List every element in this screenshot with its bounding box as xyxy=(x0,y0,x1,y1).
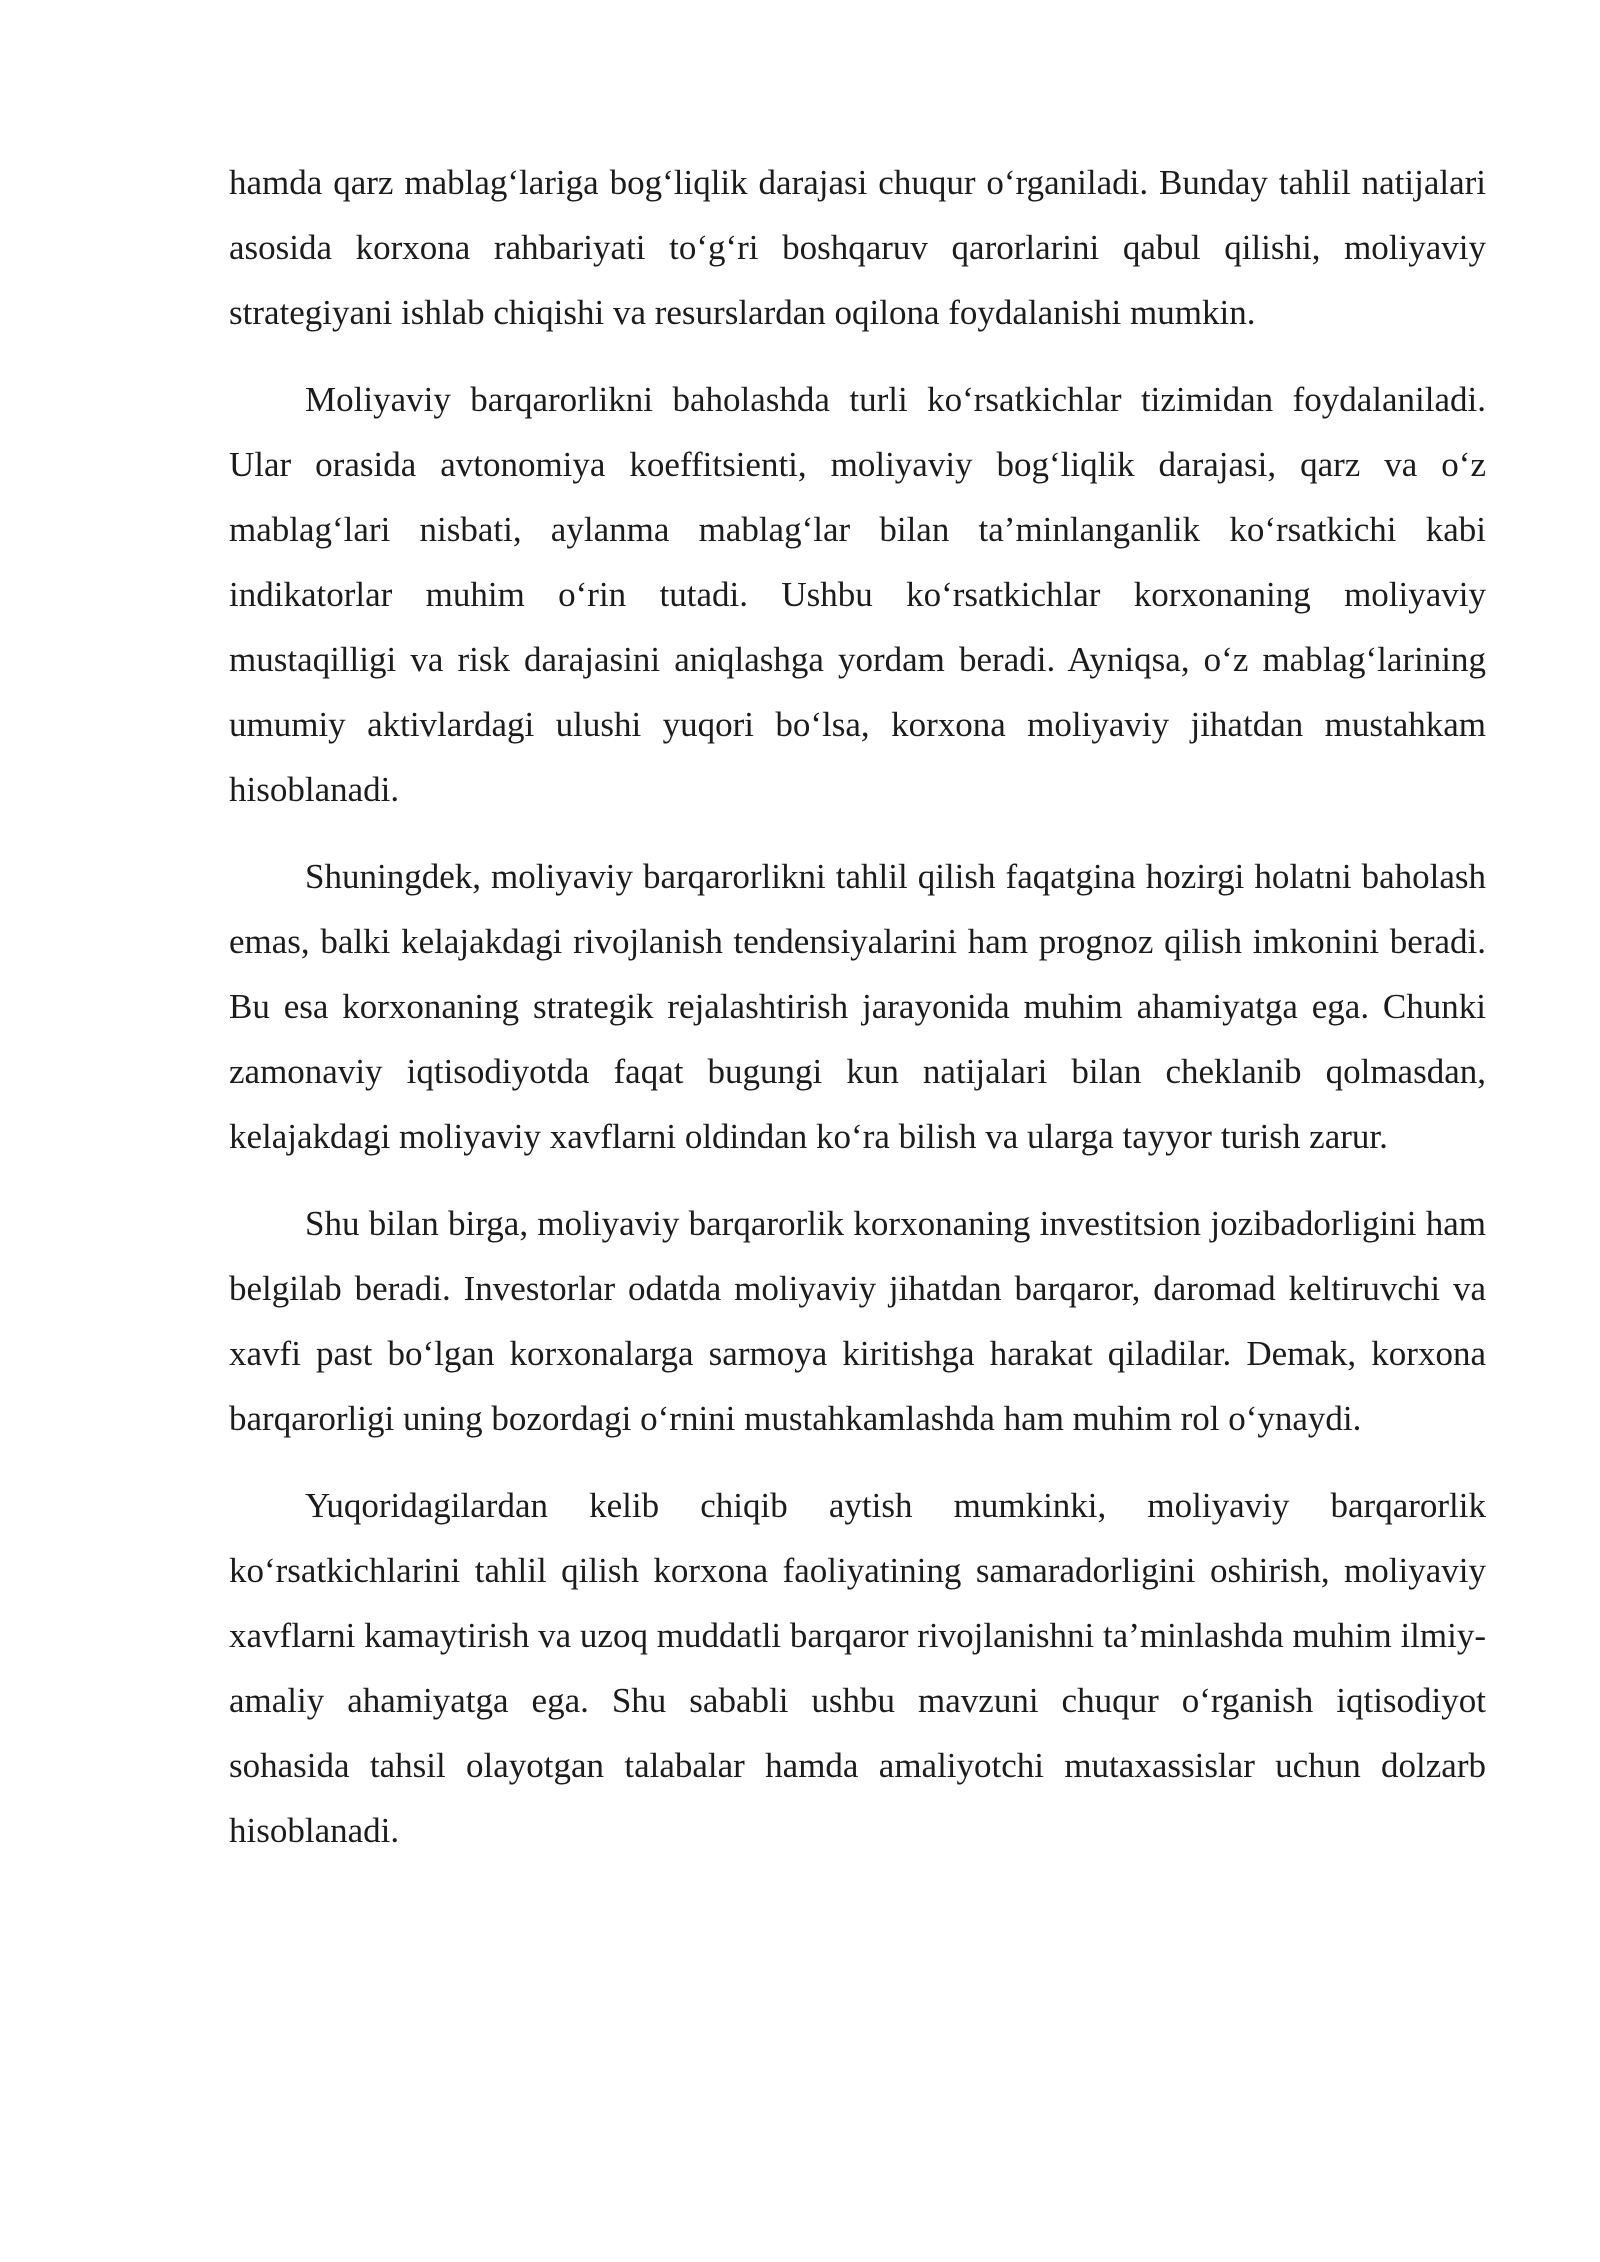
paragraph-continuation: hamda qarz mablag‘lariga bog‘liqlik darajasi chuqur o‘rganiladi. Bunday tahlil natijalari asosida korxona rahbariyati to‘g‘ri boshqaruv qarorlarini qabul qilishi, moliyaviy strategiyani ishlab chiqishi va resurslardan oqilona foydalanishi mumkin. xyxy=(229,163,1486,332)
paragraph-forecasting: Shuningdek, moliyaviy barqarorlikni tahlil qilish faqatgina hozirgi holatni baholash emas, balki kelajakdagi rivojlanish tendensiyalarini ham prognoz qilish imkonini beradi. Bu esa korxonaning strategik rejalashtirish jarayonida muhim ahamiyatga ega. Chunki zamonaviy iqtisodiyotda faqat bugungi kun natijalari bilan cheklanib qolmasdan, kelajakdagi moliyaviy xavflarni oldindan ko‘ra bilish va ularga tayyor turish zarur. xyxy=(229,857,1486,1156)
paragraph-investment-attractiveness: Shu bilan birga, moliyaviy barqarorlik korxonaning investitsion jozibadorligini ham belgilab beradi. Investorlar odatda moliyaviy jihatdan barqaror, daromad keltiruvchi va xavfi past bo‘lgan korxonalarga sarmoya kiritishga harakat qiladilar. Demak, korxona barqarorligi uning bozordagi o‘rnini mustahkamlashda ham muhim rol o‘ynaydi. xyxy=(229,1204,1486,1438)
document-body xyxy=(229,150,1486,1885)
paragraph-conclusion: Yuqoridagilardan kelib chiqib aytish mumkinki, moliyaviy barqarorlik ko‘rsatkichlarini tahlil qilish korxona faoliyatining samaradorligini oshirish, moliyaviy xavflarni kamaytirish va uzoq muddatli barqaror rivojlanishni ta’minlashda muhim ilmiy-amaliy ahamiyatga ega. Shu sababli ushbu mavzuni chuqur o‘rganish iqtisodiyot sohasida tahsil olayotgan talabalar hamda amaliyotchi mutaxassislar uchun dolzarb hisoblanadi. xyxy=(229,1486,1486,1850)
paragraph-stability-indicators: Moliyaviy barqarorlikni baholashda turli ko‘rsatkichlar tizimidan foydalaniladi. Ular orasida avtonomiya koeffitsienti, moliyaviy bog‘liqlik darajasi, qarz va o‘z mablag‘lari nisbati, aylanma mablag‘lar bilan ta’minlanganlik ko‘rsatkichi kabi indikatorlar muhim o‘rin tutadi. Ushbu ko‘rsatkichlar korxonaning moliyaviy mustaqilligi va risk darajasini aniqlashga yordam beradi. Ayniqsa, o‘z mablag‘larining umumiy aktivlardagi ulushi yuqori bo‘lsa, korxona moliyaviy jihatdan mustahkam hisoblanadi. xyxy=(229,380,1486,809)
